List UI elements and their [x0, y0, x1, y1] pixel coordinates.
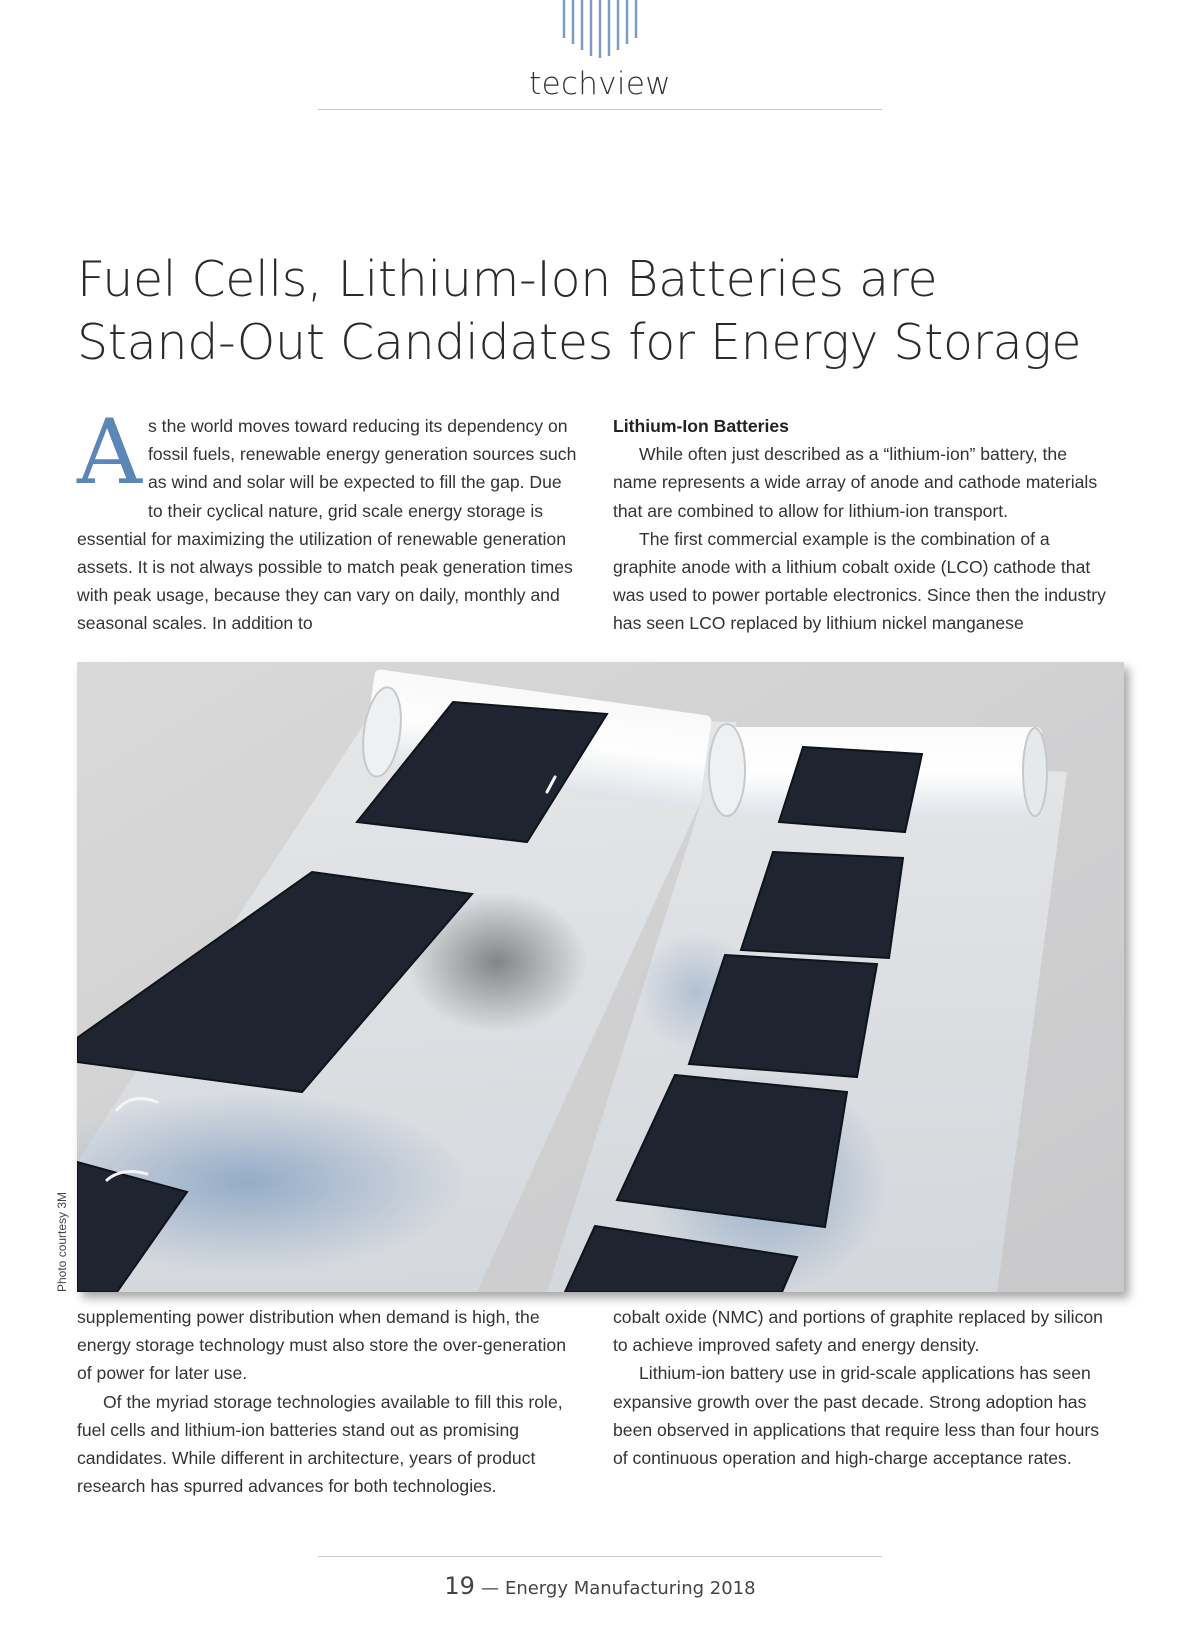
- footer-rule: [318, 1556, 882, 1557]
- header-rule: [318, 109, 882, 110]
- header-decoration-lines: [560, 0, 640, 58]
- battery-photo: [77, 662, 1124, 1292]
- left-bottom-paragraph-2: Of the myriad storage technologies available to fill this role, fuel cells and lithium-ion batteries stand out as promising candidates. While different in architecture, years of product research has spurred advances for both technologies.: [77, 1391, 563, 1497]
- section-label: techview: [529, 66, 671, 102]
- left-bottom-paragraph-1: supplementing power distribution when demand is high, the energy storage technology must also store the over-generation of power for later use.: [77, 1307, 566, 1384]
- right-column-bottom: [613, 1303, 1113, 1472]
- page-number: 19: [444, 1572, 475, 1600]
- page-footer: [0, 1572, 1200, 1600]
- section-subhead: Lithium-Ion Batteries: [613, 416, 789, 436]
- intro-text: s the world moves toward reducing its dependency on fossil fuels, renewable energy generation sources such as wind and solar will be expected to fill the gap. Due to their cyclical nature, grid scale energy storage is essential for maximizing the utilization of renewable generation assets. It is not always possible to match peak generation times with peak usage, because they can vary on daily, monthly and seasonal scales. In addition to: [77, 416, 577, 634]
- photo-credit: Photo courtesy 3M: [55, 1191, 69, 1292]
- title-line-2: Stand-Out Candidates for Energy Storage: [77, 314, 1082, 371]
- article-title: [77, 248, 1137, 374]
- right-top-paragraph-1: While often just described as a “lithium-ion” battery, the name represents a wide array of anode and cathode materials that are combined to allow for lithium-ion transport.: [613, 444, 1098, 521]
- title-line-1: Fuel Cells, Lithium-Ion Batteries are: [77, 251, 938, 308]
- left-column-top: [77, 400, 577, 638]
- intro-paragraph: [77, 400, 577, 638]
- right-bottom-paragraph-1: cobalt oxide (NMC) and portions of graphite replaced by silicon to achieve improved safety and energy density.: [613, 1307, 1103, 1356]
- right-column-top: [613, 412, 1113, 638]
- footer-separator: —: [480, 1578, 499, 1599]
- right-bottom-paragraph-2: Lithium-ion battery use in grid-scale applications has seen expansive growth over the past decade. Strong adoption has been observed in applications that require less than four hours of continuous operation and high-charge acceptance rates.: [613, 1363, 1100, 1469]
- publication-name: Energy Manufacturing 2018: [504, 1578, 756, 1599]
- right-top-paragraph-2: The first commercial example is the combination of a graphite anode with a lithium cobalt oxide (LCO) cathode that was used to power portable electronics. Since then the industry has seen LCO replaced by lithium nickel manganese: [613, 528, 1106, 634]
- drop-cap: A: [77, 400, 142, 505]
- flexible-battery-illustration: [77, 662, 1124, 1292]
- left-column-bottom: [77, 1303, 577, 1500]
